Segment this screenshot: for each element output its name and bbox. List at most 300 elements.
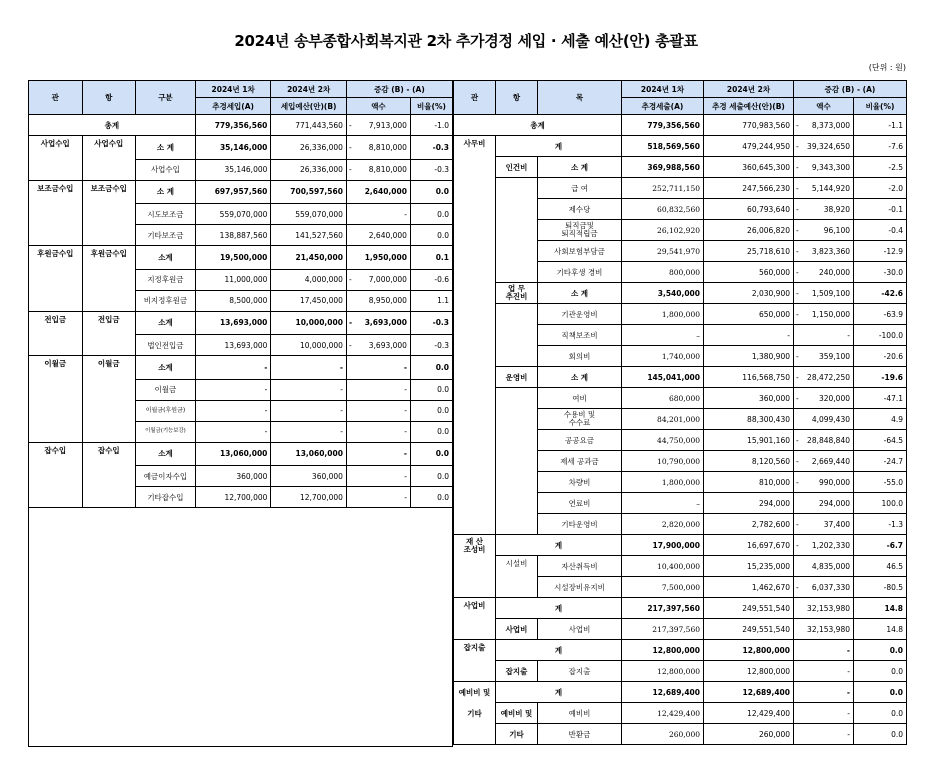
amount-a: 84,201,000 [622,409,704,430]
table-row [454,367,907,388]
amount-diff: - 240,000 [794,262,854,283]
rate-cell: -1.3 [854,514,907,535]
item-cell: 기타보조금 [136,225,196,246]
amount-diff: - 96,100 [794,220,854,241]
rate-cell: -0.3 [410,335,452,356]
amount-b: 4,000,000 [271,269,347,290]
rate-cell: -64.5 [854,430,907,451]
item-cell: 소 계 [538,367,622,388]
amount-b: 8,120,560 [704,451,794,472]
table-row [454,682,907,703]
amount-diff: - [794,661,854,682]
amount-b: 15,901,160 [704,430,794,451]
amount-a: 252,711,150 [622,178,704,199]
rate-cell: -0.6 [410,269,452,290]
header-col1-bottom: 추경세출(A) [622,98,704,115]
header-diff-amount: 액수 [346,98,410,115]
amount-a: 360,000 [195,466,271,487]
amount-diff: 2,640,000 [346,180,410,204]
amount-diff: - 1,202,330 [794,535,854,556]
item-cell: 제수당 [538,199,622,220]
item-cell: 기관운영비 [538,304,622,325]
table-row [454,136,907,157]
hang-cell-gita: 기타 [496,724,538,745]
item-cell: 시도보조금 [136,204,196,225]
amount-b: 12,800,000 [704,640,794,661]
amount-a: 217,397,560 [622,598,704,619]
rate-cell: -0.1 [854,199,907,220]
item-cell: 반환금 [538,724,622,745]
hang-cell-japjichul: 잡지출 [496,661,538,682]
item-cell: 자산취득비 [538,556,622,577]
rate-cell: -30.0 [854,262,907,283]
rate-cell: -6.7 [854,535,907,556]
amount-a: 12,429,400 [622,703,704,724]
hang-cell-yebibi: 예비비 및 [496,703,538,724]
item-cell: 연료비 [538,493,622,514]
rate-cell: -100.0 [854,325,907,346]
gwan-cell: 이월금 [29,356,83,380]
amount-b: 12,700,000 [271,487,347,508]
rate-cell: -19.6 [854,367,907,388]
hang-cell: 전입금 [82,311,136,335]
amount-a: - [195,421,271,442]
rate-cell: 0.0 [410,466,452,487]
table-row [29,159,453,180]
item-cell: 예비비 [538,703,622,724]
item-cell: 사업비 [538,619,622,640]
rate-cell: 0.0 [854,640,907,661]
header-hang: 항 [496,81,538,115]
rate-cell: -0.4 [854,220,907,241]
amount-b: 12,689,400 [704,682,794,703]
amount-a: 1,800,000 [622,304,704,325]
gwan-cell: 사업수입 [29,136,83,160]
item-cell: 계 [496,136,622,157]
rate-cell: -55.0 [854,472,907,493]
table-row [29,335,453,356]
total-b: 770,983,560 [704,115,794,136]
rate-cell: 0.0 [854,703,907,724]
amount-b: - [271,400,347,421]
amount-b: 247,566,230 [704,178,794,199]
gwan-cell-gita: 기타 [454,703,496,724]
amount-diff: 294,000 [794,493,854,514]
total-label: 총계 [29,115,196,136]
amount-diff: - [346,204,410,225]
amount-b: 2,030,900 [704,283,794,304]
rate-cell: -0.3 [410,311,452,335]
rate-cell: 0.0 [854,682,907,703]
table-row [29,225,453,246]
amount-b: 360,000 [271,466,347,487]
amount-b: 260,000 [704,724,794,745]
amount-diff: - 990,000 [794,472,854,493]
table-row [29,421,453,442]
expenditure-table [453,80,907,745]
amount-diff: - [346,356,410,380]
table-row [29,311,453,335]
amount-a: 12,689,400 [622,682,704,703]
rate-cell: -63.9 [854,304,907,325]
rate-cell: 0.1 [410,246,452,270]
amount-diff: 8,950,000 [346,290,410,311]
amount-b: 12,429,400 [704,703,794,724]
amount-diff: - [346,487,410,508]
item-cell: 소계 [136,356,196,380]
hang-cell: 사업수입 [82,136,136,160]
hang-cell: 후원금수입 [82,246,136,270]
table-row [29,487,453,508]
amount-b: - [271,356,347,380]
table-row [454,661,907,682]
revenue-table [28,80,453,747]
total-diff: - 8,373,000 [794,115,854,136]
item-cell: 예금이자수입 [136,466,196,487]
header-col1-top: 2024년 1차 [622,81,704,98]
amount-a: 1,800,000 [622,472,704,493]
amount-a: – [622,493,704,514]
amount-diff: - 39,324,650 [794,136,854,157]
rate-cell: 46.5 [854,556,907,577]
amount-diff: 1,950,000 [346,246,410,270]
unit-label: (단위 : 원) [868,63,906,72]
amount-b: 15,235,000 [704,556,794,577]
hang-cell-ingeonbi: 인건비 [496,157,538,178]
amount-diff: - [346,442,410,466]
item-cell: 소계 [136,442,196,466]
amount-diff: - 38,920 [794,199,854,220]
rate-cell: 14.8 [854,598,907,619]
table-row [29,466,453,487]
item-cell: 지정후원금 [136,269,196,290]
header-mok: 목 [538,81,622,115]
amount-a: 11,000,000 [195,269,271,290]
table-row [454,640,907,661]
rate-cell: -0.3 [410,136,452,160]
amount-a: 518,569,560 [622,136,704,157]
header-hang: 항 [82,81,136,115]
rate-cell: 0.0 [410,487,452,508]
amount-b: 700,597,560 [271,180,347,204]
amount-a: 17,900,000 [622,535,704,556]
item-cell: 퇴직금및 퇴직적립금 [538,220,622,241]
amount-diff: - 8,810,000 [346,136,410,160]
item-cell: 직책보조비 [538,325,622,346]
amount-diff: - [346,400,410,421]
amount-b: 10,000,000 [271,311,347,335]
header-col2-bottom: 세입예산(안)(B) [271,98,347,115]
table-row [454,724,907,745]
amount-b: 88,300,430 [704,409,794,430]
amount-b: - [704,325,794,346]
amount-diff: 32,153,980 [794,619,854,640]
amount-a: 10,400,000 [622,556,704,577]
amount-b: 141,527,560 [271,225,347,246]
amount-b: 249,551,540 [704,598,794,619]
hang-cell: 잡수입 [82,442,136,466]
amount-b: 479,244,950 [704,136,794,157]
item-cell: 소 계 [538,283,622,304]
hang-cell-unyeongbi: 운영비 [496,367,538,388]
table-row [29,246,453,270]
amount-b: 559,070,000 [271,204,347,225]
amount-a: 260,000 [622,724,704,745]
amount-b: 26,336,000 [271,136,347,160]
amount-a: – [622,325,704,346]
amount-diff: - [346,466,410,487]
rate-cell: -80.5 [854,577,907,598]
header-gwan: 관 [454,81,496,115]
amount-diff: - [346,421,410,442]
item-cell: 수용비 및 수수료 [538,409,622,430]
amount-a: 35,146,000 [195,159,271,180]
rate-cell: 0.0 [410,400,452,421]
amount-diff: - [794,682,854,703]
table-row [29,356,453,380]
gwan-cell: 전입금 [29,311,83,335]
amount-b: 2,782,600 [704,514,794,535]
amount-diff: - 28,472,250 [794,367,854,388]
table-row [29,290,453,311]
rate-cell: -47.1 [854,388,907,409]
amount-b: 650,000 [704,304,794,325]
header-col1-bottom: 추경세입(A) [195,98,271,115]
gwan-cell-saeopbi: 사업비 [454,598,496,640]
amount-diff: - 37,400 [794,514,854,535]
item-cell: 제세 공과금 [538,451,622,472]
amount-diff: - [794,724,854,745]
gwan-cell-jaesan: 재 산 조성비 [454,535,496,598]
amount-b: 26,006,820 [704,220,794,241]
item-cell: 소 계 [136,136,196,160]
header-diff-rate: 비율(%) [410,98,452,115]
item-cell: 공공요금 [538,430,622,451]
amount-diff: - 28,848,840 [794,430,854,451]
rate-cell: -2.5 [854,157,907,178]
amount-a: 3,540,000 [622,283,704,304]
amount-a: - [195,356,271,380]
header-col1-top: 2024년 1차 [195,81,271,98]
hang-cell-siseolbi: 시설비 [496,556,538,598]
gwan-cell: 보조금수입 [29,180,83,204]
item-cell: 법인전입금 [136,335,196,356]
amount-b: 810,000 [704,472,794,493]
rate-cell: 100.0 [854,493,907,514]
rate-cell: 0.0 [410,225,452,246]
amount-a: 19,500,000 [195,246,271,270]
item-cell: 소계 [136,311,196,335]
total-label: 총계 [454,115,622,136]
amount-b: 1,462,670 [704,577,794,598]
amount-a: 13,693,000 [195,311,271,335]
amount-a: 60,832,560 [622,199,704,220]
amount-diff: - 2,669,440 [794,451,854,472]
total-a: 779,356,560 [195,115,271,136]
amount-diff: 2,640,000 [346,225,410,246]
item-cell: 계 [496,640,622,661]
amount-a: 12,700,000 [195,487,271,508]
header-col2-bottom: 추경 세출예산(안)(B) [704,98,794,115]
total-a: 779,356,560 [622,115,704,136]
amount-b: 16,697,670 [704,535,794,556]
amount-b: 13,060,000 [271,442,347,466]
total-rate: -1.0 [410,115,452,136]
amount-a: 29,541,970 [622,241,704,262]
amount-a: - [195,379,271,400]
rate-cell: -2.0 [854,178,907,199]
header-gwan: 관 [29,81,83,115]
amount-a: 7,500,000 [622,577,704,598]
amount-a: 10,790,000 [622,451,704,472]
amount-a: 1,740,000 [622,346,704,367]
amount-a: 680,000 [622,388,704,409]
item-cell: 사회보험부담금 [538,241,622,262]
item-cell: 계 [496,598,622,619]
table-row [29,204,453,225]
rate-cell: -24.7 [854,451,907,472]
item-cell: 소 계 [136,180,196,204]
header-diff: 증감 (B) - (A) [346,81,452,98]
gwan-cell: 후원금수입 [29,246,83,270]
amount-b: 12,800,000 [704,661,794,682]
amount-diff: - [346,379,410,400]
amount-b: 10,000,000 [271,335,347,356]
total-rate: -1.1 [854,115,907,136]
table-row [454,178,907,199]
header-gubun: 구분 [136,81,196,115]
rate-cell: 0.0 [854,724,907,745]
amount-b: 60,793,640 [704,199,794,220]
amount-a: 26,102,920 [622,220,704,241]
amount-diff: - [794,703,854,724]
amount-b: - [271,379,347,400]
item-cell: 기타잡수입 [136,487,196,508]
amount-a: 559,070,000 [195,204,271,225]
rate-cell: 14.8 [854,619,907,640]
amount-a: 13,693,000 [195,335,271,356]
amount-a: 800,000 [622,262,704,283]
amount-diff: - [794,325,854,346]
total-row [29,115,453,136]
rate-cell: -0.3 [410,159,452,180]
header-diff-rate: 비율(%) [854,98,907,115]
amount-a: 697,957,560 [195,180,271,204]
header-diff-amount: 액수 [794,98,854,115]
amount-diff: - 359,100 [794,346,854,367]
amount-diff: - 3,823,360 [794,241,854,262]
amount-diff: - [794,640,854,661]
amount-a: 369,988,560 [622,157,704,178]
amount-diff: - 320,000 [794,388,854,409]
amount-b: 360,645,300 [704,157,794,178]
amount-diff: - 1,509,100 [794,283,854,304]
amount-a: 2,820,000 [622,514,704,535]
table-row [454,283,907,304]
table-row [29,269,453,290]
amount-b: 294,000 [704,493,794,514]
item-cell: 급 여 [538,178,622,199]
table-row [29,400,453,421]
rate-cell: 1.1 [410,290,452,311]
document-title: 2024년 송부종합사회복지관 2차 추가경정 세입 · 세출 예산(안) 총괄표 [234,32,698,50]
table-row [29,180,453,204]
gwan-cell-yebibi: 예비비 및 [454,682,496,703]
amount-b: 21,450,000 [271,246,347,270]
center-divider [452,80,454,726]
amount-b: 1,380,900 [704,346,794,367]
item-cell: 계 [496,535,622,556]
gwan-cell-japjichul: 잡지출 [454,640,496,682]
amount-a: 44,750,000 [622,430,704,451]
amount-diff: - 9,343,300 [794,157,854,178]
item-cell: 기타운영비 [538,514,622,535]
rate-cell: -20.6 [854,346,907,367]
amount-diff: 32,153,980 [794,598,854,619]
item-cell: 이월금 [136,379,196,400]
item-cell: 이월금(후원금) [136,400,196,421]
table-row [454,304,907,325]
hang-cell: 이월금 [82,356,136,380]
table-row [454,157,907,178]
rate-cell: 0.0 [410,356,452,380]
table-row [454,703,907,724]
amount-a: 12,800,000 [622,640,704,661]
table-row [454,598,907,619]
item-cell: 사업수입 [136,159,196,180]
amount-diff: - 1,150,000 [794,304,854,325]
rate-cell: 0.0 [410,442,452,466]
item-cell: 잡지출 [538,661,622,682]
hang-cell-saeopbi: 사업비 [496,619,538,640]
item-cell: 소 계 [538,157,622,178]
amount-a: 217,397,560 [622,619,704,640]
amount-diff: - 6,037,330 [794,577,854,598]
amount-b: 26,336,000 [271,159,347,180]
rate-cell: 0.0 [410,421,452,442]
item-cell: 여비 [538,388,622,409]
amount-b: - [271,421,347,442]
amount-diff: - 3,693,000 [346,335,410,356]
amount-a: 145,041,000 [622,367,704,388]
rate-cell: 0.0 [854,661,907,682]
amount-b: 17,450,000 [271,290,347,311]
rate-cell: 0.0 [410,204,452,225]
table-row [454,619,907,640]
total-row [454,115,907,136]
amount-a: - [195,400,271,421]
header-col2-top: 2024년 2차 [271,81,347,98]
item-cell: 기타후생 경비 [538,262,622,283]
item-cell: 비지정후원금 [136,290,196,311]
amount-diff: 4,099,430 [794,409,854,430]
rate-cell: 4.9 [854,409,907,430]
item-cell: 시설장비유지비 [538,577,622,598]
rate-cell: 0.0 [410,379,452,400]
gwan-cell-samubi: 사무비 [454,136,496,535]
amount-b: 360,000 [704,388,794,409]
amount-a: 12,800,000 [622,661,704,682]
item-cell: 계 [496,682,622,703]
amount-diff: - 3,693,000 [346,311,410,335]
rate-cell: -7.6 [854,136,907,157]
amount-b: 560,000 [704,262,794,283]
table-row [29,442,453,466]
amount-b: 25,718,610 [704,241,794,262]
table-row [29,136,453,160]
table-row [454,556,907,577]
table-row [29,379,453,400]
